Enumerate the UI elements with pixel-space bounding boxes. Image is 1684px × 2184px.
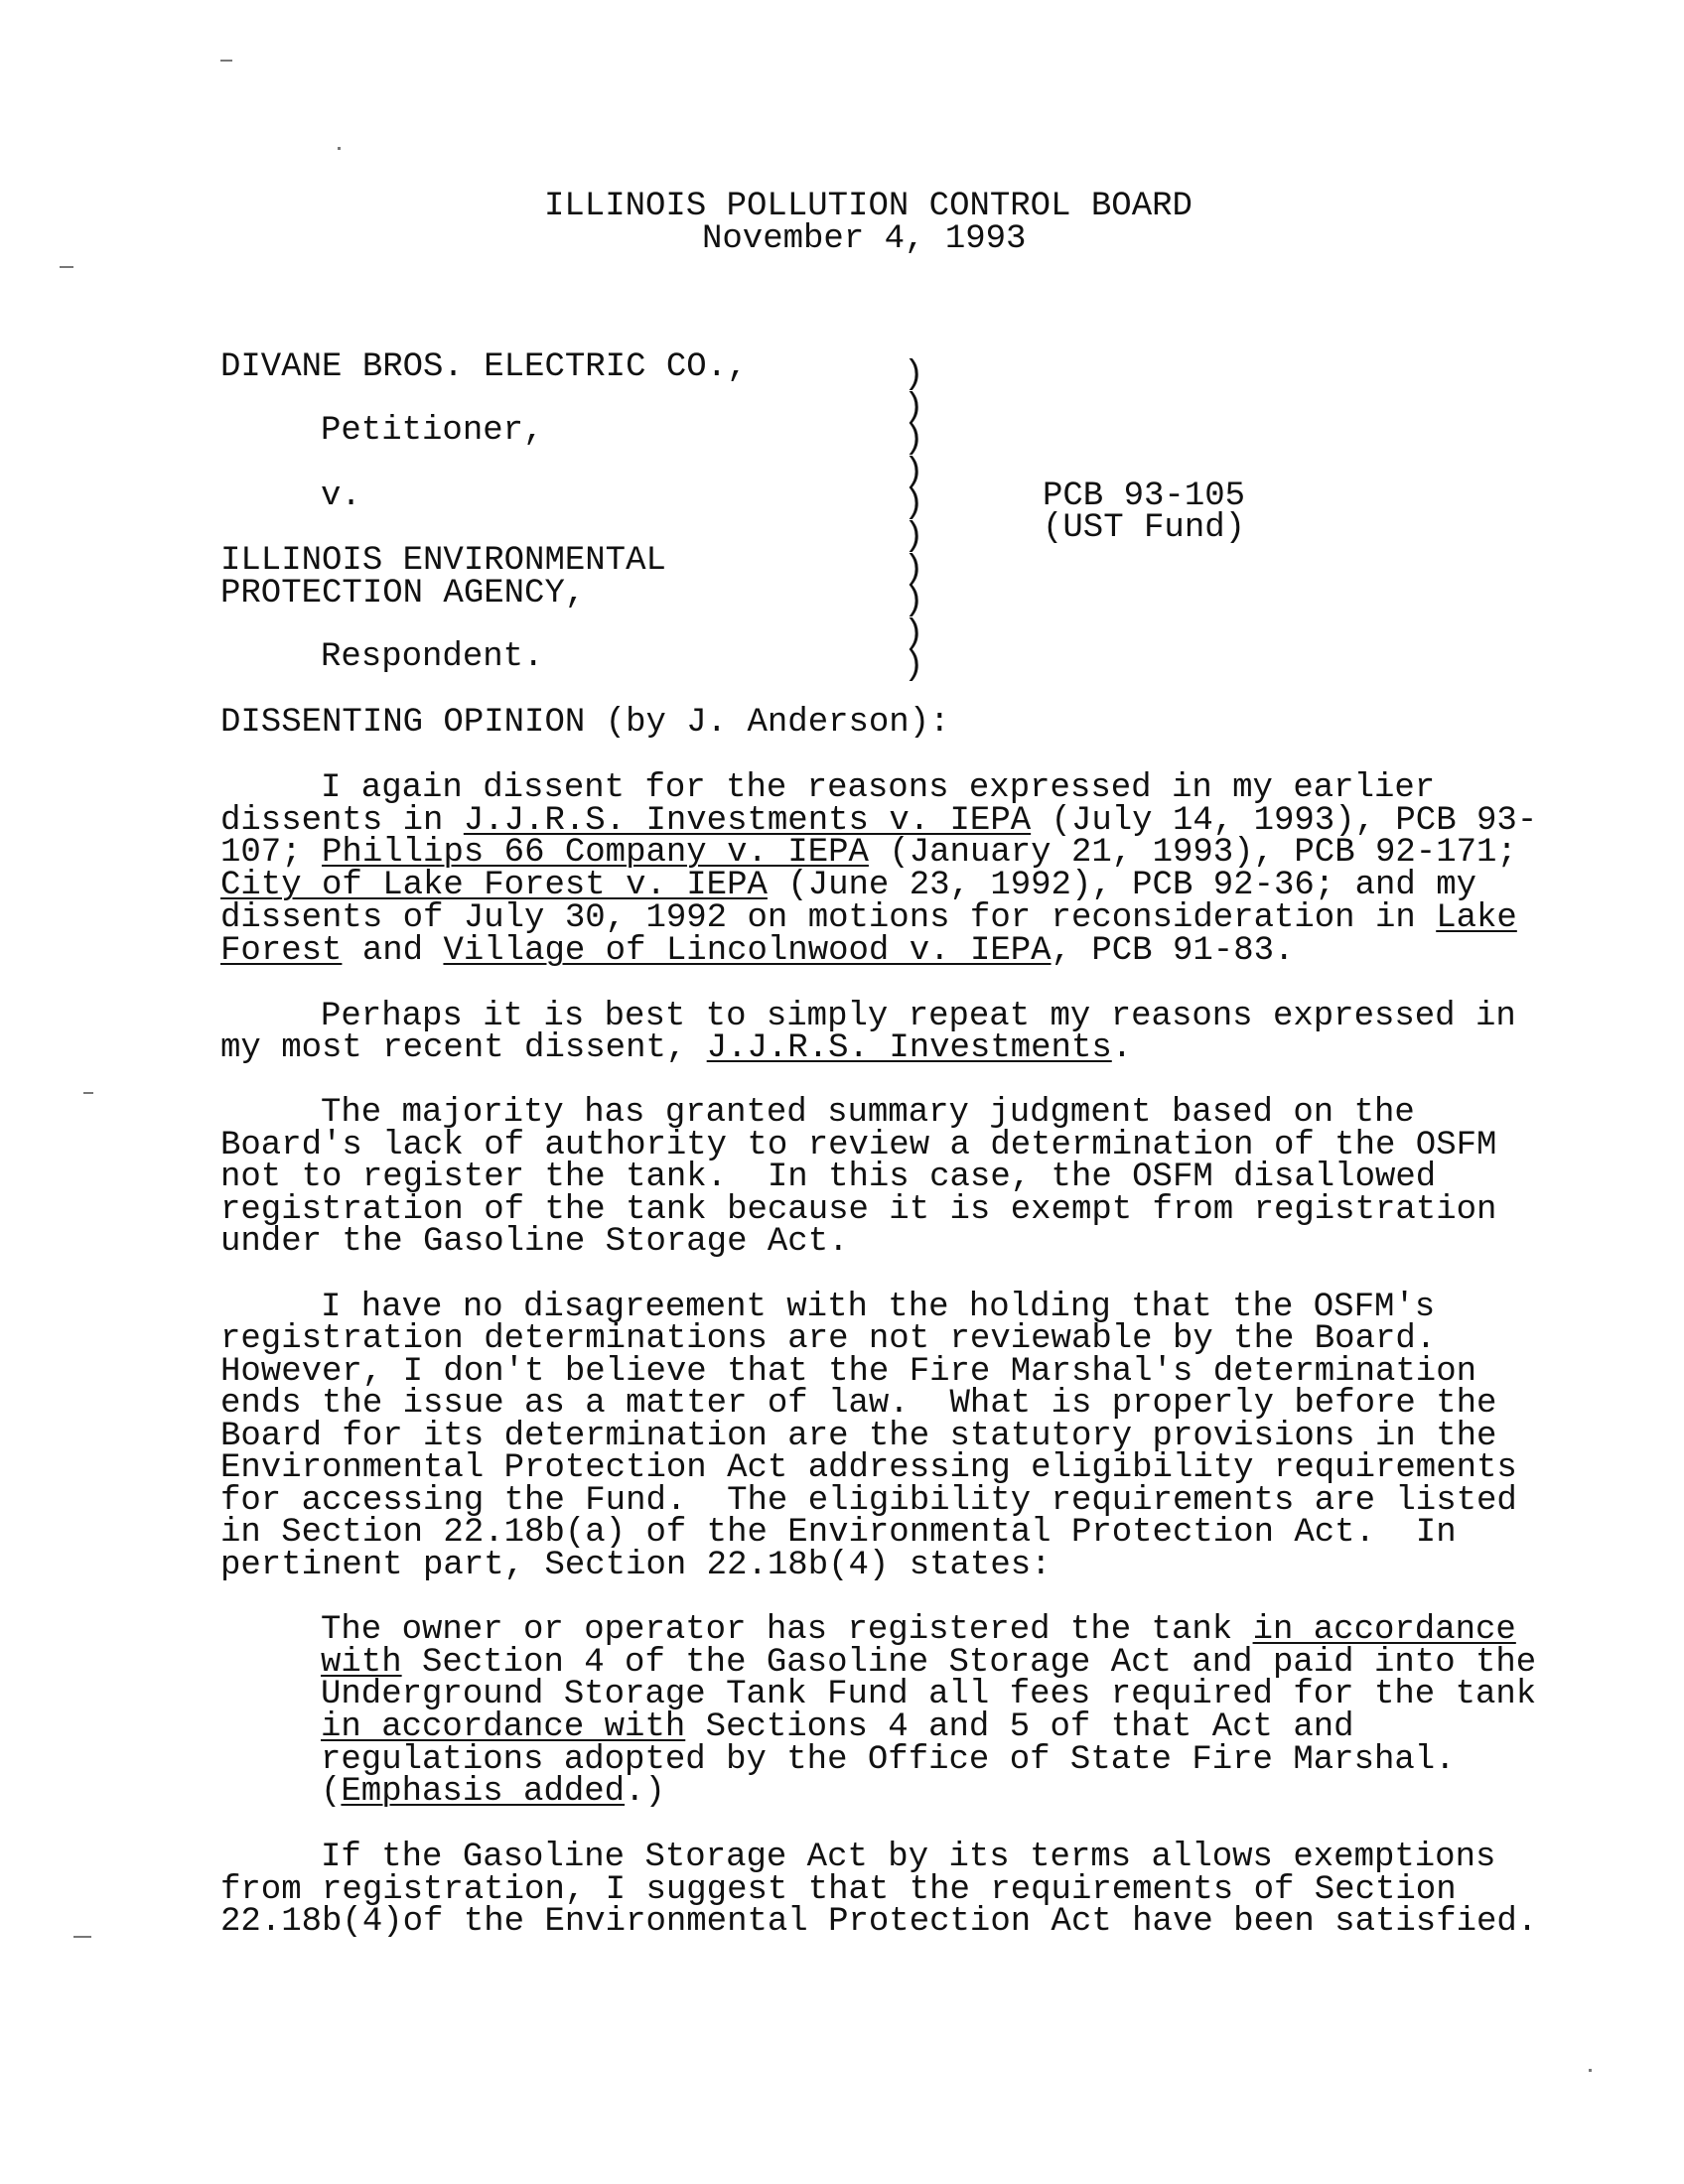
caption-paren: ) bbox=[904, 453, 924, 491]
text-run: The owner or operator has registered the tank bbox=[321, 1611, 1253, 1649]
text-run: and bbox=[342, 932, 444, 970]
case-citation: J.J.R.S. Investments v. IEPA bbox=[463, 802, 1032, 840]
caption-paren: ) bbox=[904, 485, 924, 524]
caption-paren: ) bbox=[904, 647, 924, 686]
paragraph-5-line: from registration, I suggest that the requirements of Section bbox=[220, 1871, 1457, 1909]
paragraph-4-line: Board for its determination are the statutory provisions in the bbox=[220, 1418, 1497, 1455]
scan-speck bbox=[73, 1936, 91, 1938]
board-name: ILLINOIS POLLUTION CONTROL BOARD bbox=[544, 188, 1193, 225]
emphasis-text: with bbox=[321, 1644, 402, 1682]
paragraph-4-line: ends the issue as a matter of law. What is properly before the bbox=[220, 1385, 1497, 1423]
text-run: .) bbox=[625, 1773, 665, 1811]
opinion-date: November 4, 1993 bbox=[702, 220, 1027, 258]
paragraph-3-line: under the Gasoline Storage Act. bbox=[220, 1223, 849, 1261]
case-citation: Village of Lincolnwood v. IEPA bbox=[443, 932, 1052, 970]
versus: v. bbox=[321, 478, 361, 515]
case-number: PCB 93-105 bbox=[1043, 478, 1246, 515]
scan-speck bbox=[83, 1092, 93, 1094]
paragraph-4-line: for accessing the Fund. The eligibility requirements are listed bbox=[220, 1482, 1517, 1520]
paragraph-4-line: in Section 22.18b(a) of the Environmental Protection Act. In bbox=[220, 1514, 1457, 1552]
text-run: Sections 4 and 5 of that Act and bbox=[685, 1708, 1354, 1746]
caption-paren: ) bbox=[904, 517, 924, 556]
text-run: (July 14, 1993), PCB 93- bbox=[1031, 802, 1538, 840]
caption-paren: ) bbox=[904, 356, 924, 394]
scan-speck bbox=[1589, 2069, 1592, 2072]
caption-paren: ) bbox=[904, 583, 924, 621]
quote-line bbox=[321, 1708, 1354, 1746]
text-run: Section 4 of the Gasoline Storage Act and paid into the bbox=[401, 1644, 1537, 1682]
text-run: my most recent dissent, bbox=[220, 1029, 707, 1067]
paragraph-2-line: Perhaps it is best to simply repeat my reasons expressed in bbox=[321, 998, 1516, 1035]
text-run: , PCB 91-83. bbox=[1051, 932, 1295, 970]
quote-line bbox=[321, 1611, 1516, 1649]
text-run: 107; bbox=[220, 834, 323, 872]
paragraph-4-line: However, I don't believe that the Fire Marshal's determination bbox=[220, 1353, 1477, 1391]
text-run: (June 23, 1992), PCB 92-36; and my bbox=[767, 867, 1477, 904]
case-citation: Lake bbox=[1436, 899, 1517, 937]
paragraph-4-line: registration determinations are not reviewable by the Board. bbox=[220, 1320, 1437, 1358]
paragraph-1-line bbox=[220, 834, 1517, 872]
paragraph-5-line: If the Gasoline Storage Act by its terms allows exemptions bbox=[321, 1839, 1496, 1876]
scan-speck bbox=[220, 60, 232, 62]
paragraph-3-line: The majority has granted summary judgment based on the bbox=[321, 1094, 1415, 1132]
paragraph-3-line: Board's lack of authority to review a determination of the OSFM bbox=[220, 1127, 1497, 1164]
respondent-name-line-2: PROTECTION AGENCY, bbox=[220, 575, 586, 613]
paragraph-5-line: 22.18b(4)of the Environmental Protection Act have been satisfied. bbox=[220, 1903, 1538, 1941]
petitioner-label: Petitioner, bbox=[321, 412, 544, 450]
petitioner-name: DIVANE BROS. ELECTRIC CO., bbox=[220, 348, 748, 386]
case-citation: Phillips 66 Company v. IEPA bbox=[322, 834, 869, 872]
scan-speck bbox=[60, 266, 73, 268]
paragraph-1-line bbox=[220, 867, 1477, 904]
caption-paren: ) bbox=[904, 550, 924, 589]
paragraph-3-line: registration of the tank because it is exempt from registration bbox=[220, 1191, 1497, 1229]
case-citation: Forest bbox=[220, 932, 343, 970]
paragraph-4-line: Environmental Protection Act addressing eligibility requirements bbox=[220, 1449, 1517, 1487]
caption-paren: ) bbox=[904, 421, 924, 460]
text-run: dissents in bbox=[220, 802, 464, 840]
emphasis-text: in accordance with bbox=[321, 1708, 686, 1746]
paragraph-4-line: pertinent part, Section 22.18b(4) states: bbox=[220, 1547, 1052, 1584]
emphasis-text: in accordance bbox=[1252, 1611, 1516, 1649]
caption-paren: ) bbox=[904, 388, 924, 427]
caption-paren: ) bbox=[904, 614, 924, 653]
text-run: ( bbox=[321, 1773, 342, 1811]
paragraph-1-line bbox=[220, 899, 1517, 937]
caption-parentheses bbox=[904, 356, 924, 686]
paragraph-2-line bbox=[220, 1029, 1133, 1067]
scan-speck bbox=[338, 147, 341, 150]
quote-line: Underground Storage Tank Fund all fees required for the tank bbox=[321, 1676, 1537, 1713]
respondent-name-line-1: ILLINOIS ENVIRONMENTAL bbox=[220, 542, 666, 580]
case-citation: City of Lake Forest v. IEPA bbox=[220, 867, 768, 904]
respondent-label: Respondent. bbox=[321, 638, 544, 676]
text-run: (January 21, 1993), PCB 92-171; bbox=[868, 834, 1517, 872]
opinion-heading: DISSENTING OPINION (by J. Anderson): bbox=[220, 704, 950, 742]
case-citation: J.J.R.S. Investments bbox=[706, 1029, 1112, 1067]
paragraph-1-line bbox=[220, 932, 1295, 970]
text-run: dissents of July 30, 1992 on motions for reconsideration in bbox=[220, 899, 1437, 937]
paragraph-1-line: I again dissent for the reasons expressed in my earlier bbox=[321, 769, 1436, 807]
quote-line: regulations adopted by the Office of State Fire Marshal. bbox=[321, 1741, 1456, 1779]
case-type: (UST Fund) bbox=[1043, 509, 1246, 547]
text-run: . bbox=[1111, 1029, 1133, 1067]
paragraph-3-line: not to register the tank. In this case, the OSFM disallowed bbox=[220, 1159, 1437, 1196]
emphasis-note: Emphasis added bbox=[341, 1773, 626, 1811]
quote-line bbox=[321, 1773, 665, 1811]
paragraph-4-line: I have no disagreement with the holding that the OSFM's bbox=[321, 1289, 1436, 1326]
